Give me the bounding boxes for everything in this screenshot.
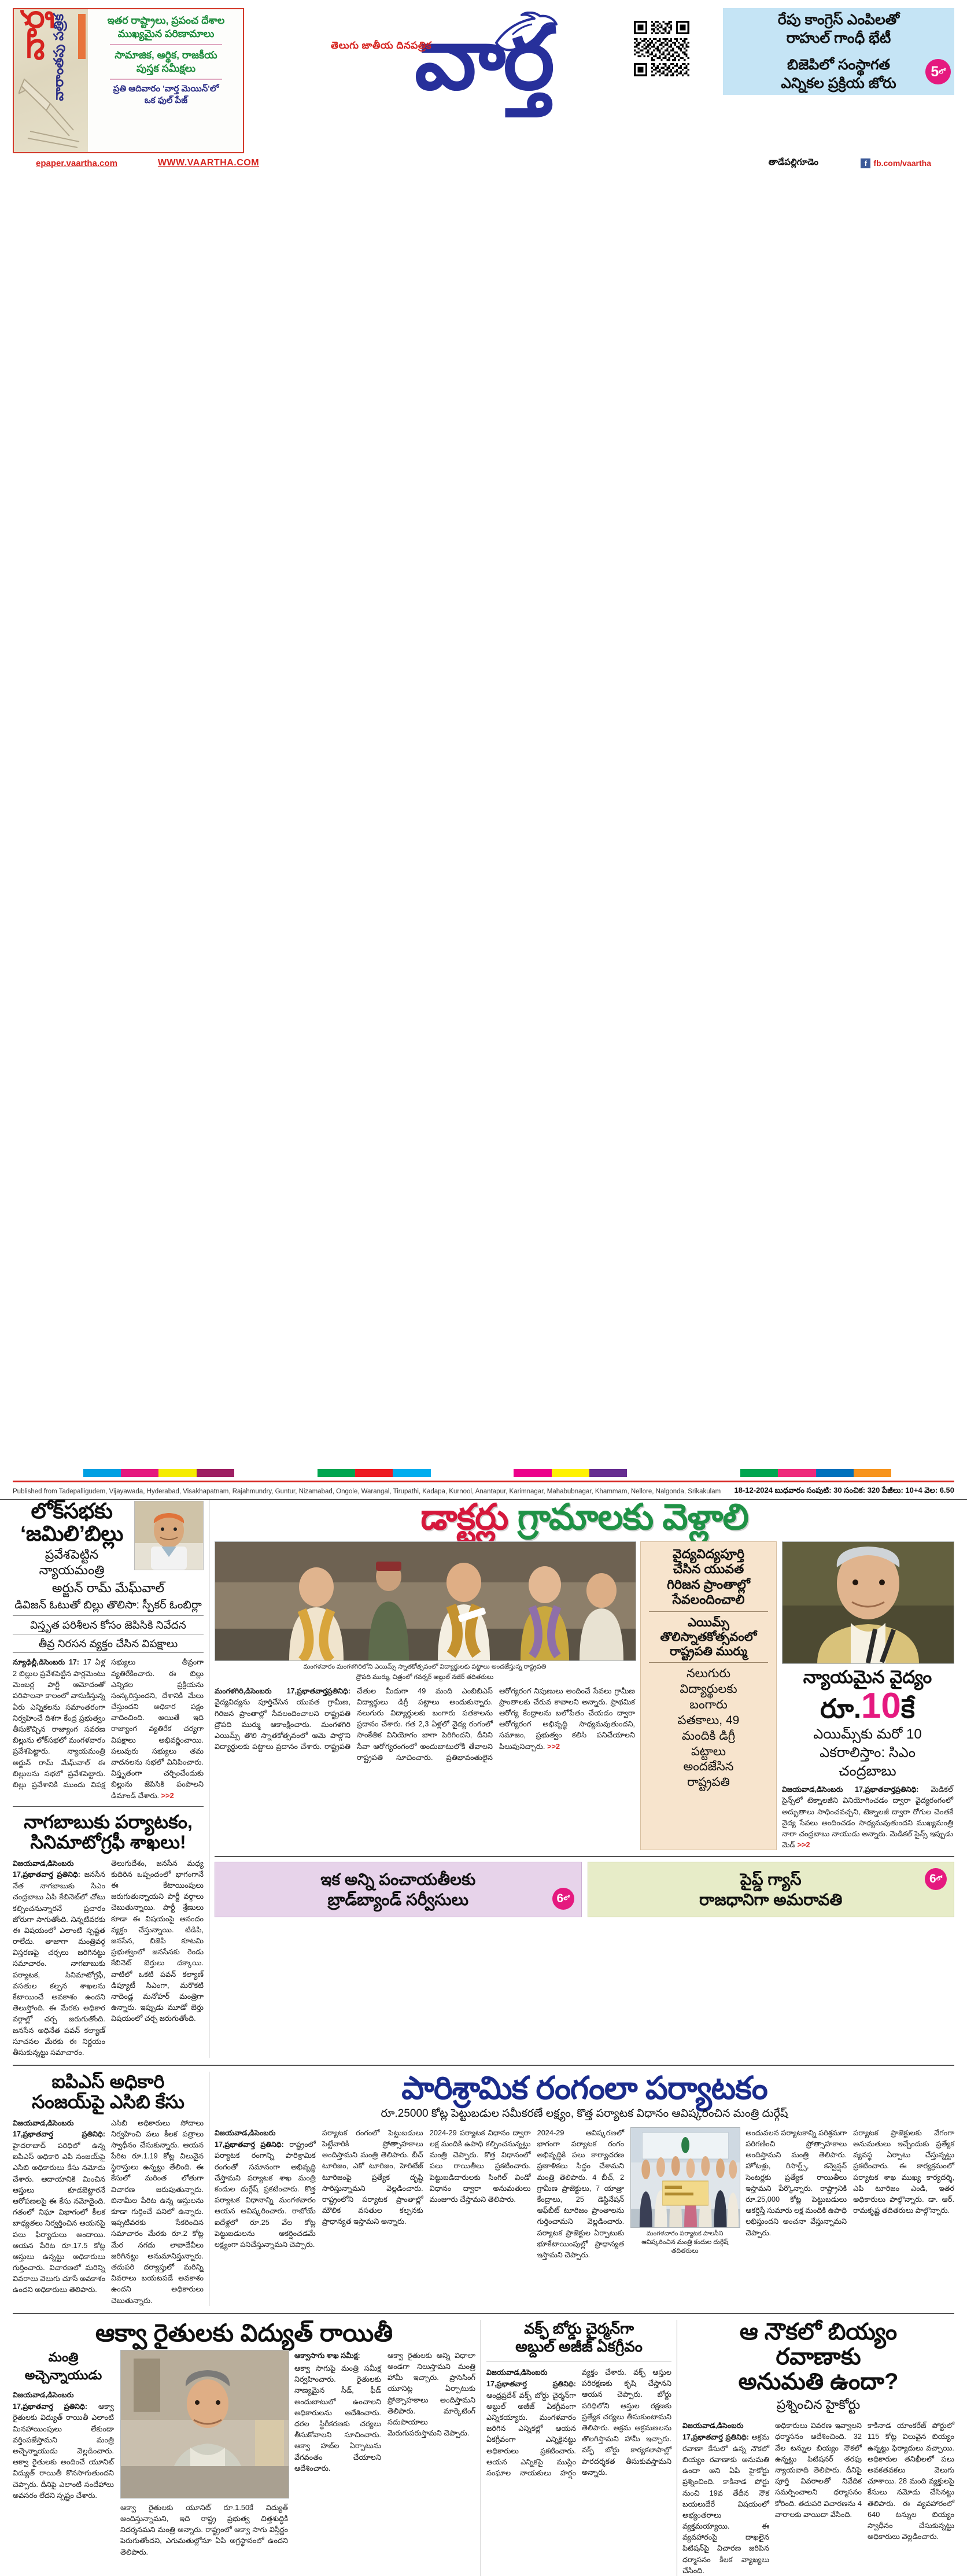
rice-dateline: విజయవాడ,డిసెంబరు 17,ప్రభాతవార్త ప్రతినిధి:: [682, 2422, 749, 2442]
beige-line-2: చేసిన యువత: [673, 1562, 744, 1577]
lead-left-body: [13, 1656, 204, 1800]
rice-headline-2: రవాణాకు: [776, 2344, 861, 2370]
tourism-headline: పారిశ్రామిక రంగంలా పర్యాటకం: [401, 2070, 767, 2106]
swatch-blank-2: [234, 1469, 318, 1477]
divider-band-2: [13, 2065, 954, 2066]
minister-seated-photo-illustration: [121, 2350, 289, 2498]
promo-line-1: ఇతర రాష్ట్రాలు, ప్రపంచ దేశాల: [107, 14, 225, 26]
beige-bottom-6: పట్టాలు: [691, 1744, 726, 1758]
beige-highlight-box: [640, 1541, 777, 1850]
nagababu-body-col2: తెలుగుదేశం, జనసేన మధ్య కుదిరిన ఒప్పందంలో భాగంగానే ఈ కేటాయింపులు జరుగుతున్నాయని పార్టీ వర్గాలు చెబుతున్నాయి. పార్టీ శ్రేణులు కూడా ఈ విషయంపై ఆనందం వ్యక్తం చేస్తున్నాయి. టిడిపి, జనసేన, బిజెపి కూటమి ప్రభుత్వంలో జనసేనకు రెండు కేబినెట్ బెర్తులు దక్కాయి. వాటిలో ఒకటి పవన్ కల్యాణ్ డిప్యూటీ సిఎంగా, మరొకటి నాదెండ్ల మనోహర్ మంత్రిగా ఉన్నారు. ఇప్పుడు మూడో బెర్తు విషయంలో చర్చ జరుగుతోంది.: [111, 1858, 204, 2023]
aqua-column: [13, 2320, 475, 2576]
swatch-blue: [816, 1469, 854, 1477]
promo-right-box[interactable]: [723, 8, 954, 153]
aqua-col-4: ఆక్వా రైతులకు అన్ని విధాలా అండగా నిలుస్తామని మంత్రి హామీ ఇచ్చారు. ప్రాసెసింగ్ యూనిట్ల ఏర్పాటుకు ప్రోత్సాహకాలు అందిస్తామని తెలిపారు. మార్కెటింగ్ సదుపాయాలు మెరుగుపరుస్తామని చెప్పారు.: [387, 2350, 475, 2438]
cbn-dateline: విజయవాడ,డిసెంబరు 17,ప్రభాతవార్తప్రతినిధి:: [782, 1785, 919, 1793]
published-from-text: Published from Tadepalligudem, Vijayawada, Hyderabad, Visakhapatnam, Rajahmundry, Guntur, Nizamabad, Ongole, Warangal, Tirupathi, Kadapa, Kurnool, Anantapur, Karimnagar, Mahabubnagar, Khammam, Nellore, Nalgonda, Srikakulam: [13, 1488, 721, 1495]
rice-headline-3: అనుమతి ఉందా?: [738, 2369, 899, 2395]
beige-mid-3: రాష్ట్రపతి ముర్ము: [670, 1644, 747, 1658]
swatch-yellow-2: [552, 1469, 589, 1477]
gas-promo-box[interactable]: [588, 1862, 955, 1917]
swatch-blank-3: [431, 1469, 514, 1477]
cbn-portrait-illustration: [783, 1542, 954, 1663]
nagababu-dateline: విజయవాడ,డిసెంబరు 17,ప్రభాతవార్త ప్రతినిధి:: [13, 1859, 80, 1879]
aqua-minister-label: మంత్రి అచ్చెన్నాయుడు: [24, 2349, 102, 2382]
beige-line-3: గిరిజన ప్రాంతాల్లో: [667, 1577, 750, 1592]
promo-left-box[interactable]: [13, 8, 244, 153]
swatch-violet: [589, 1469, 627, 1477]
gas-line-2: రాజధానిగా అమరావతి: [699, 1890, 843, 1909]
center-lead-continue[interactable]: >>2: [547, 1741, 560, 1751]
divider-left-1: [13, 1806, 204, 1807]
band-tourism: [13, 2072, 954, 2306]
broadband-promo-box[interactable]: [215, 1862, 582, 1917]
nagababu-headline-1: నాగబాబుకు పర్యాటకం,: [24, 1811, 193, 1833]
beige-bottom-4: పతకాలు, 49: [677, 1713, 740, 1727]
swatch-cyan: [83, 1469, 121, 1477]
beige-divider-1: [649, 1611, 768, 1612]
beige-divider-2: [649, 1662, 768, 1663]
epaper-link[interactable]: epaper.vaartha.com: [36, 158, 117, 168]
ips-body-text-1: హైదరాబాద్ పరిధిలో ఉన్న ఐపిఎస్ అధికారి ఎపి సంజయ్‌పై ఎసిబి అధికారులు కేసు నమోదు చేశారు. ఆదాయానికి మించిన ఆస్తులు కూడబెట్టారనే ఆరోపణలపై ఈ కేసు నమోదైంది. గతంలో నిఘా విభాగంలో కీలక బాధ్యతలు నిర్వర్తించిన ఆయనపై పలు ఫిర్యాదులు అందాయి. ఆయన పేరిట రూ.17.5 కోట్ల ఆస్తులు ఉన్నట్టు అధికారులు గుర్తించారు. విచారణలో మరిన్ని వివరాలు వెలుగు చూసే అవకాశం ఉందని అధికారులు తెలిపారు.: [13, 2141, 105, 2294]
promo-right-line-4: ఎన్నికల ప్రక్రియ జోరు: [781, 75, 896, 91]
lead-left-kicker-2: తీవ్ర నిరసన వ్యక్తం చేసిన విపక్షాలు: [13, 1634, 204, 1653]
promo-line-5: ప్రతి ఆదివారం 'వార్త మెయిన్'లో: [113, 84, 219, 94]
masthead-center: [244, 8, 723, 153]
nagababu-body-text-1: జనసేన నేత నాగబాబుకు సిఎం చంద్రబాబు ఏపి కేబినెట్‌లో చోటు కల్పించనున్నారనే ప్రచారం జోరుగా సాగుతోంది. నిన్నటివరకు ఈ విషయంలో ఎలాంటి స్పష్టత రాలేదు. తాజాగా మంత్రివర్గ విస్తరణపై చర్చలు జరిగినట్టు సమాచారం. నాగబాబుకు పర్యాటక, సినిమాటోగ్రఫీ, వసతుల కల్పన శాఖలను కేటాయించే అవకాశం ఉందని తెలుస్తోంది. ఈ మేరకు అధికార వర్గాల్లో చర్చ జరుగుతోంది. జనసేన అధినేత పవన్ కల్యాణ్ సూచనల మేరకు ఈ నిర్ణయం తీసుకున్నట్టు సమాచారం.: [13, 1870, 105, 2057]
beige-bottom-2: విద్యార్థులకు: [680, 1682, 737, 1696]
lead-left-continue[interactable]: >>2: [161, 1791, 174, 1800]
president-convocation-photo: [215, 1541, 636, 1661]
swatch-magenta: [121, 1469, 158, 1477]
promo-line-4: పుస్తక సమీక్షలు: [136, 62, 196, 75]
tourism-col-6: పర్యాటక ప్రాజెక్టులకు వేగంగా అనుమతులు ఇచ్చేందుకు ప్రత్యేక వ్యవస్థ ఏర్పాటు చేస్తున్నట్టు ప్రకటించారు. ఈ కార్యక్రమంలో పర్యాటక శాఖ ముఖ్య కార్యదర్శి, ఎపి టూరిజం ఎండి, ఇతర అధికారులు పాల్గొన్నారు. డా. ఆర్. రామకృష్ణ తదితరులు పాల్గొన్నారు.: [853, 2128, 955, 2215]
broadband-page-badge[interactable]: [552, 1888, 574, 1910]
swatch-green: [318, 1469, 355, 1477]
ips-body-col2: ఎసిబి అధికారులు సోదాలు నిర్వహించి పలు కీలక పత్రాలు స్వాధీనం చేసుకున్నారు. ఆయన పేరిట రూ.1.19 కోట్ల విలువైన స్థిరాస్తులు ఉన్నట్టు తేలింది. ఈ కేసులో మరింత లోతుగా విచారణ జరుపుతున్నారు. బినామీల పేరిట ఉన్న ఆస్తులను కూడా గుర్తించే పనిలో ఉన్నారు. ఇప్పటివరకు సేకరించిన సమాచారం మేరకు రూ.2 కోట్ల మేర నగదు లావాదేవీలు జరిగినట్టు అనుమానిస్తున్నారు. తదుపరి దర్యాప్తులో మరిన్ని వివరాలు బయటపడే అవకాశం ఉందని అధికారులు చెబుతున్నారు.: [111, 2118, 204, 2305]
center-photo-caption-1: మంగళవారం మంగళగిరిలోని ఎయిమ్స్ స్నాతకోత్సవంలో విద్యార్థులకు పట్టాలు అందజేస్తున్న రాష్ట్రపతి: [303, 1663, 547, 1670]
masthead: [13, 0, 954, 153]
gas-page-badge[interactable]: [925, 1868, 947, 1890]
beige-bottom-5: మందికి డిగ్రీ: [681, 1729, 736, 1743]
cbn-subhead-1: ఎయిమ్స్‌కు మరో 10: [813, 1726, 922, 1743]
lead-left-subhead-3: డివిజన్ ఓటుతో బిల్లు తొలిసా: స్పీకర్ ఓంబిర్లా: [14, 1599, 202, 1611]
cbn-headline: న్యాయమైన వైద్యం: [803, 1667, 932, 1687]
page-badge-5[interactable]: [925, 59, 951, 84]
gas-badge-suffix: లో: [936, 1875, 942, 1882]
cbn-body-text: మెడికల్ సైన్స్‌లో టెక్నాలజీని వినియోగించడం ద్వారా వైద్యరంగంలో అద్భుతాలు సాధించవచ్చని, టెక్నాలజీ ద్వారా రోగుల చెంతకే వైద్య సేవలు అందించడం సాధ్యమవుతుందని ముఖ్యమంత్రి నారా చంద్రబాబు నాయుడు అన్నారు. మెడికల్ సైన్స్ ఇప్పుడు మెడ్: [782, 1784, 953, 1850]
rice-col-1: [682, 2420, 769, 2576]
date-edition-text: 18-12-2024 బుధవారం సంపుటి: 30 సంచిక: 320 పేజీలు: 10+4 వెల: 6.50: [734, 1486, 954, 1494]
ips-dateline: విజయవాడ,డిసెంబరు 17,ప్రభాతవార్త ప్రతినిధి:: [13, 2119, 105, 2139]
tourism-body-1: రాష్ట్రంలో పర్యాటక రంగాన్ని పారిశ్రామిక రంగంతో సమానంగా అభివృద్ధి చేస్తామని పర్యాటక శాఖ మంత్రి కందుల దుర్గేష్ ప్రకటించారు. కొత్త పర్యాటక విధానాన్ని మంగళవారం ఆయన ఆవిష్కరించారు. రాబోయే ఐదేళ్లలో రూ.25 వేల కోట్ల పెట్టుబడులను ఆకర్షించడమే లక్ష్యంగా పనిచేస్తున్నామని చెప్పారు.: [215, 2139, 316, 2249]
promo-divider-2: [110, 79, 222, 80]
aqua-minister-photo: [120, 2350, 289, 2499]
waqf-body: [486, 2367, 671, 2478]
cbn-subhead-2: ఎకరాలిస్తాం: సిఎం: [820, 1744, 916, 1761]
promo-right-inner: [723, 8, 954, 95]
ips-body-col1: [13, 2117, 105, 2306]
tourism-column: [215, 2072, 954, 2306]
promo-line-6: ఒక ఫుల్ పేజ్: [144, 95, 188, 106]
swatch-blank-4: [627, 1469, 740, 1477]
divider-band-3: [13, 2313, 954, 2314]
rice-headline-1: ఆ నౌకలో బియ్యం: [739, 2319, 898, 2345]
cbn-subhead-3: చంద్రబాబు: [839, 1763, 896, 1779]
band-lead: [13, 1497, 954, 2058]
promo-vertical-red-text: వార్త: [16, 12, 50, 61]
cbn-continue[interactable]: >>2: [797, 1840, 810, 1850]
beige-bottom-3: బంగారు: [689, 1697, 728, 1711]
center-lead-word-3: వెళ్లాలి: [662, 1497, 748, 1537]
beige-bottom-1: నలుగురు: [686, 1667, 731, 1681]
aqua-body-1: ఆక్వా రైతులకు విద్యుత్ రాయితీ ఎలాంటి మినహాయింపులు లేకుండా వర్తింపజేస్తామని మంత్రి అచ్చెన్నాయుడు వెల్లడించారు. ఆక్వా రైతులకు అందించే యూనిట్ విద్యుత్ రాయితీ కొనసాగుతుందని చెప్పారు. దీనిపై ఎలాంటి సందేహాలు అవసరం లేదని స్పష్టం చేశారు.: [13, 2401, 114, 2500]
waqf-body-text: ఆంధ్రప్రదేశ్ వక్ఫ్ బోర్డు చైర్మన్‌గా అబ్దుల్ అజీజ్ ఏకగ్రీవంగా ఎన్నికయ్యారు. మంగళవారం జరిగిన ఎన్నికల్లో ఆయన ఏకగ్రీవంగా ఎన్నికైనట్టు అధికారులు ప్రకటించారు. ఆయన ఎన్నికపై ముస్లిం సంఘాల నాయకులు హర్షం వ్యక్తం చేశారు. వక్ఫ్ ఆస్తుల పరిరక్షణకు కృషి చేస్తానని ఆయన చెప్పారు. బోర్డు పరిధిలోని ఆస్తుల రక్షణకు ప్రత్యేక చర్యలు తీసుకుంటామని తెలిపారు. అక్రమ ఆక్రమణలను తొలగిస్తామని హామీ ఇచ్చారు. వక్ఫ్ బోర్డు కార్యకలాపాల్లో పారదర్శకత తీసుకువస్తామని అన్నారు.: [486, 2368, 671, 2477]
swatch-blank-1: [0, 1469, 83, 1477]
tourism-col-3: 2024-29 పర్యాటక విధానం ద్వారా లక్ష మందికి ఉపాధి కల్పించనున్నట్టు మంత్రి చెప్పారు. కొత్త విధానంలో పలు రాయితీలు ప్రకటించారు. పెట్టుబడిదారులకు సింగిల్ విండో విధానం ద్వారా అనుమతులు మంజూరు చేస్తామని తెలిపారు.: [429, 2128, 531, 2204]
pen-illustration: [19, 62, 82, 149]
tourism-col-2: పర్యాటక రంగంలో పెట్టుబడులు పెట్టేవారికి ప్రోత్సాహకాలు అందిస్తామని మంత్రి తెలిపారు. బీచ్ టూరిజం, ఎకో టూరిజం, హెరిటేజ్ టూరిజంపై ప్రత్యేక దృష్టి సారిస్తున్నామని వెల్లడించారు. రాష్ట్రంలోని పర్యాటక ప్రాంతాల్లో మౌలిక వసతుల కల్పనకు ప్రాధాన్యత ఇస్తామని అన్నారు.: [322, 2128, 423, 2226]
promo-vertical-blue-text: వారాంతపు పత్రిక: [51, 14, 66, 101]
website-link[interactable]: WWW.VAARTHA.COM: [157, 158, 260, 168]
ips-headline-2: సంజయ్‌పై ఎసిబి కేసు: [32, 2091, 184, 2113]
aqua-body-3: ఆక్వా సాగుపై మంత్రి సమీక్ష నిర్వహించారు. రైతులకు నాణ్యమైన సీడ్, ఫీడ్ అందుబాటులో ఉంచాలని అధికారులను ఆదేశించారు. ధరల స్థిరీకరణకు చర్యలు తీసుకోవాలని సూచించారు. ఆక్వా హబ్‌ల ఏర్పాటును వేగవంతం చేయాలని ఆదేశించారు.: [294, 2364, 381, 2472]
broadband-badge-suffix: లో: [563, 1895, 570, 1902]
masthead-links-strip: [13, 154, 954, 172]
aqua-dateline: విజయవాడ,డిసెంబరు 17,ప్రభాతవార్త ప్రతినిధి:: [13, 2390, 88, 2411]
swatch-pink: [778, 1469, 815, 1477]
lead-center-right: [215, 1497, 954, 2058]
lead-left-dateline: న్యూఢిల్లీ,డిసెంబరు 17:: [13, 1658, 79, 1667]
center-lead-word-1: డాక్టర్లు: [420, 1497, 508, 1537]
promo-right-line-2: రాహుల్ గాంధీ భేటీ: [786, 30, 891, 46]
rice-column: [682, 2320, 954, 2576]
dove-logo-icon: [489, 12, 559, 57]
beige-mid-2: తొలిస్నాతకోత్సవంలో: [660, 1630, 757, 1644]
lead-left-headline-line1: లోక్‌సభకు: [31, 1499, 113, 1523]
nagababu-headline-2: సినిమాటోగ్రఫీ శాఖలు!: [30, 1832, 186, 1853]
rice-col-3: కాకినాడ యాంకరేజ్ పోర్టులో 115 కోట్ల విలువైన బియ్యం ఉన్నట్టు ఫిర్యాదులు వచ్చాయి. అధికారుల తనిఖీలలో పలు అవకతవకలు వెలుగు చూశాయి. 28 మంది వ్యక్తులపై కేసులు నమోదు చేసినట్టు తెలిపారు. ఈ వ్యవహారంలో 640 టన్నుల బియ్యం స్వాధీనం చేసుకున్నట్టు అధికారులు వెల్లడించారు.: [868, 2421, 954, 2541]
swatch-green-2: [740, 1469, 778, 1477]
promo-left-text-block: [88, 9, 243, 152]
broadband-line-1: ఇక అన్ని పంచాయతీలకు: [320, 1870, 476, 1888]
aqua-col-3-wrap: [294, 2350, 381, 2474]
beige-line-1: వైద్యవిద్యపూర్తి: [672, 1547, 745, 1561]
swatch-yellow: [158, 1469, 196, 1477]
nagababu-body-col1: [13, 1858, 105, 2058]
swatch-red: [355, 1469, 393, 1477]
cbn-amount-suffix: కే: [900, 1693, 915, 1724]
center-lead-dateline: మంగళగిరి,డిసెంబరు 17,ప్రభాతవార్తప్రతినిధి:: [215, 1686, 350, 1695]
promo-left-vertical-strip: [14, 9, 88, 152]
speaker-photo: [134, 1501, 204, 1570]
cbn-photo: [782, 1541, 954, 1664]
policy-launch-photo-illustration: [631, 2128, 740, 2227]
lead-left-subhead-1: ప్రవేశపెట్టిన న్యాయమంత్రి: [39, 1547, 105, 1578]
lead-left-subhead-2: అర్జున్ రామ్ మేఘ్‌వాల్: [51, 1581, 165, 1596]
ips-headline-1: ఐపిఎస్ అధికారి: [51, 2071, 165, 2092]
lead-left-column: [13, 1500, 204, 2058]
waqf-dateline: విజయవాడ,డిసెంబరు 17,ప్రభాతవార్త ప్రతినిధి:: [486, 2368, 576, 2388]
promo-divider-1: [110, 44, 222, 45]
promo-line-3: సామాజిక, ఆర్థిక, రాజకీయ: [115, 49, 217, 61]
aqua-headline: ఆక్వా రైతులకు విద్యుత్ రాయితీ: [95, 2319, 393, 2346]
masthead-tagline: తెలుగు జాతీయ దినపత్రిక: [331, 40, 432, 51]
rice-body-1: అక్రమ రవాణా కేసులో ఉన్న నౌకలో బియ్యం రవాణాకు అనుమతి ఉందా అని ఏపి హైకోర్టు ప్రశ్నించింది. కాకినాడ పోర్టు నుంచి 19వ తేదీన నౌక బయలుదేరే విషయంలో అభ్యంతరాలు వ్యక్తమయ్యాయి. ఈ వ్యవహారంపై దాఖలైన పిటిషన్‌పై విచారణ జరిపిన ధర్మాసనం కీలక వ్యాఖ్యలు చేసింది.: [682, 2433, 769, 2575]
center-lead-body: [215, 1685, 635, 1763]
color-calibration-strip: [0, 1466, 967, 1481]
convocation-photo-illustration: [215, 1542, 636, 1660]
waqf-headline-1: వక్ఫ్ బోర్డు చైర్మన్‌గా: [523, 2319, 634, 2337]
cbn-big-line: [782, 1687, 953, 1725]
beige-bottom-7: అందజేసిన: [683, 1760, 734, 1774]
edition-name: తాడేపల్లిగూడెం: [768, 157, 818, 167]
divider-center-1: [215, 1856, 954, 1857]
page-badge-5-number: 5: [931, 63, 939, 80]
center-lead-body-text: వైద్యవిద్యను పూర్తిచేసిన యువత గ్రామీణ, గిరిజన ప్రాంతాల్లో సేవలందించాలని రాష్ట్రపతి ద్రౌపది ముర్ము ఆకాంక్షించారు. మంగళగిరి ఎయిమ్స్ తొలి స్నాతకోత్సవంలో ఆమె పాల్గొని విద్యార్థులకు పట్టాలు ప్రదానం చేశారు. రాష్ట్రపతి చేతుల మీదుగా 49 మంది ఎంబిబిఎస్ విద్యార్థులు డిగ్రీ పట్టాలు అందుకున్నారు. నలుగురు విద్యార్థులకు బంగారు పతకాలను ప్రదానం చేశారు. గత 2,3 ఏళ్లలో వైద్య రంగంలో సాంకేతిక వినియోగం బాగా పెరిగిందని, దీనిని సేవా ఆరోగ్యరంగంలో అందుబాటులోకి తేవాలని రాష్ట్రపతి సూచించారు. ప్రతిభావంతులైన ఆరోగ్యరంగ నిపుణులు అందించే సేవలు గ్రామీణ ప్రాంతాలకు చేరువ కావాలని అన్నారు. ప్రాథమిక ఆరోగ్య కేంద్రాలను బలోపేతం చేయడం ద్వారా ఆరోగ్యరంగ అభివృద్ధి సాధ్యమవుతుందని, సమాజం, ప్రభుత్వం కలిసి పనిచేయాలని పిలుపునిచ్చారు.: [215, 1686, 635, 1762]
cbn-body: [782, 1784, 953, 1851]
tourism-policy-photo: [630, 2127, 740, 2228]
swatch-orange: [854, 1469, 891, 1477]
waqf-column: [486, 2320, 671, 2576]
qr-code-icon[interactable]: [634, 21, 689, 76]
tourism-dateline: విజయవాడ,డిసెంబరు 17,ప్రభాతవార్త ప్రతినిధి:: [215, 2128, 284, 2149]
gas-line-1: పైప్డ్ గ్యాస్: [740, 1870, 802, 1888]
gas-badge-number: 6: [929, 1872, 936, 1885]
cbn-amount: 10: [861, 1686, 901, 1726]
facebook-link[interactable]: [861, 158, 931, 168]
lead-left-headline-line2: ‘జమిలి’బిల్లు: [20, 1522, 123, 1546]
tourism-col-4: 2024-29 ఆవిష్కరణలో భాగంగా పర్యాటక రంగం అభివృద్ధికి పలు కార్యాచరణ ప్రణాళికలు సిద్ధం చేశామని మంత్రి తెలిపారు. 4 బీచ్, 2 గ్రామీణ ప్రాజెక్టులు, 7 యాత్రా కేంద్రాలు, 25 డెస్టినేషన్ ఆఫ్‌బీట్ టూరిజం ప్రాంతాలను గుర్తించామని వెల్లడించారు. పర్యాటక ప్రాజెక్టుల ఏర్పాటుకు భూకేటాయింపుల్లో ప్రాధాన్యత ఇస్తామని చెప్పారు.: [537, 2128, 625, 2259]
masthead-logo: వార్త: [414, 9, 553, 109]
lead-left-kicker-1: విస్తృత పరిశీలన కోసం జెపిసికి నివేదన: [13, 1615, 204, 1634]
promo-right-line-1: రేపు కాంగ్రెస్ ఎంపిలతో: [777, 12, 900, 28]
promo-right-line-3: బిజెపిలో సంస్థాగత: [787, 57, 891, 73]
facebook-handle: fb.com/vaartha: [873, 158, 931, 168]
cbn-column: [782, 1541, 953, 1850]
waqf-headline-2: అబ్దుల్ అజీజ్ ఏకగ్రీవం: [515, 2337, 643, 2355]
aqua-col-1: [13, 2389, 114, 2501]
ips-column: [13, 2072, 204, 2306]
broadband-badge-number: 6: [556, 1891, 564, 1905]
tourism-col-1: [215, 2127, 316, 2260]
swatch-purple: [197, 1469, 234, 1477]
lead-left-body-text: 17 ఏళ్ల 2 బిల్లుల ప్రవేశపెట్టిన పార్లమెంటు మెంబర్ల పార్టీ ఆమోదంతో పరిపాలనా కాలంలో వాసుకిస్తున్న ఏరు ఎన్నికలను సమాంతరంగా నిర్వహించే దిశగా కేంద్ర ప్రభుత్వం తీసుకొచ్చిన రాజ్యాంగ సవరణ బిల్లును లోక్‌సభలో మంగళవారం ప్రవేశపెట్టారు. న్యాయమంత్రి అర్జున్ రామ్ మేఘ్‌వాల్ ఈ బిల్లులను సభలో ప్రవేశపెట్టారు. బిల్లు ప్రవేశానికి ముందు విపక్ష సభ్యులు తీవ్రంగా వ్యతిరేకించారు. ఈ బిల్లు ఎన్నికల ప్రక్రియను సంస్కరిస్తుందని, దేశానికి మేలు చేస్తుందని అధికార పక్షం వాదించింది. అయితే ఇది రాజ్యాంగ వ్యతిరేక చర్యగా విపక్షాలు అభివర్ణించాయి. పలువురు సభ్యులు తమ వాదనలను సభలో వినిపించారు. విస్తృతంగా చర్చించేందుకు బిల్లును జెపిసికి పంపాలని డిమాండ్ చేశారు.: [13, 1658, 204, 1800]
beige-line-4: సేవలందించాలి: [672, 1592, 745, 1607]
facebook-icon: f: [861, 158, 870, 168]
aqua-subhead-2: ఆక్వాసాగు శాఖ సమీక్ష:: [294, 2350, 360, 2360]
rice-col-2: అధికారులు వివరణ ఇవ్వాలని ధర్మాసనం ఆదేశించింది. 32 వేల టన్నుల బియ్యం నౌకలో ఉన్నట్టు పిటిషనర్ తరఫు న్యాయవాది తెలిపారు. దీనిపై పూర్తి వివరాలతో నివేదిక సమర్పించాలని ధర్మాసనం కోరింది. తదుపరి విచారణను 4 వారాలకు వాయిదా వేసింది.: [775, 2421, 862, 2519]
aqua-col-2: ఆక్వా రైతులకు యూనిట్ రూ.1.50కే విద్యుత్ అందిస్తున్నామని, ఇది రాష్ట్ర ప్రభుత్వ చిత్తశుద్ధికి నిదర్శనమని మంత్రి అన్నారు. రాష్ట్రంలో ఆక్వా సాగు విస్తీర్ణం పెరుగుతోందని, ఎగుమతుల్లోనూ ఏపి అగ్రస్థానంలో ఉందని తెలిపారు.: [120, 2503, 288, 2556]
rice-subhead: ప్రశ్నించిన హైకోర్టు: [776, 2397, 861, 2412]
page-badge-5-suffix: లో: [939, 68, 946, 75]
speaker-portrait-illustration: [135, 1501, 203, 1570]
tourism-col-5: అందువలన పర్యాటకాన్ని పరిశ్రమగా పరిగణించి ప్రోత్సాహకాలు అందిస్తామని మంత్రి తెలిపారు. హోటళ్లు, రిసార్ట్స్, కన్వెన్షన్ సెంటర్లకు ప్రత్యేక రాయితీలు ఇస్తామని పేర్కొన్నారు. రాష్ట్రానికి రూ.25,000 కోట్ల పెట్టుబడులు ఆకర్షిస్తే సుమారు లక్ష మందికి ఉపాధి లభిస్తుందని అంచనా వేస్తున్నామని చెప్పారు.: [745, 2128, 847, 2237]
swatch-cyan-2: [393, 1469, 430, 1477]
orange-accent-bar: [78, 14, 86, 59]
broadband-line-2: బ్రాడ్‌బ్యాండ్ సర్వీసులు: [327, 1890, 469, 1909]
beige-mid-1: ఎయిమ్స్: [688, 1615, 729, 1629]
tourism-photo-caption: మంగళవారం పర్యాటక పాలసీని ఆవిష్కరించిన మంత్రి కందుల దుర్గేష్ తదితరులు: [641, 2230, 729, 2254]
center-lead-word-2: గ్రామాలకు: [517, 1497, 654, 1537]
cbn-rupee-prefix: రూ.: [820, 1693, 861, 1724]
swatch-magenta-2: [514, 1469, 551, 1477]
promo-line-2: ముఖ్యమైన పరిణామాలు: [117, 28, 215, 40]
center-lead-headline: [215, 1497, 954, 1537]
swatch-blank-5: [891, 1469, 967, 1477]
tourism-subhead: రూ.25000 కోట్ల పెట్టుబడుల సమీకరణే లక్ష్యం, కొత్త పర్యాటక విధానం ఆవిష్కరించిన మంత్రి దుర్గేష్: [381, 2107, 788, 2120]
band-bottom: [13, 2320, 954, 2576]
center-lead-block: [215, 1541, 635, 1850]
center-photo-caption-2: ద్రౌపది ముర్ము, చిత్రంలో గవర్నర్ అబ్దుల్ నజీర్ తదితరులు: [356, 1673, 494, 1681]
beige-bottom-8: రాష్ట్రపతి: [687, 1776, 730, 1789]
